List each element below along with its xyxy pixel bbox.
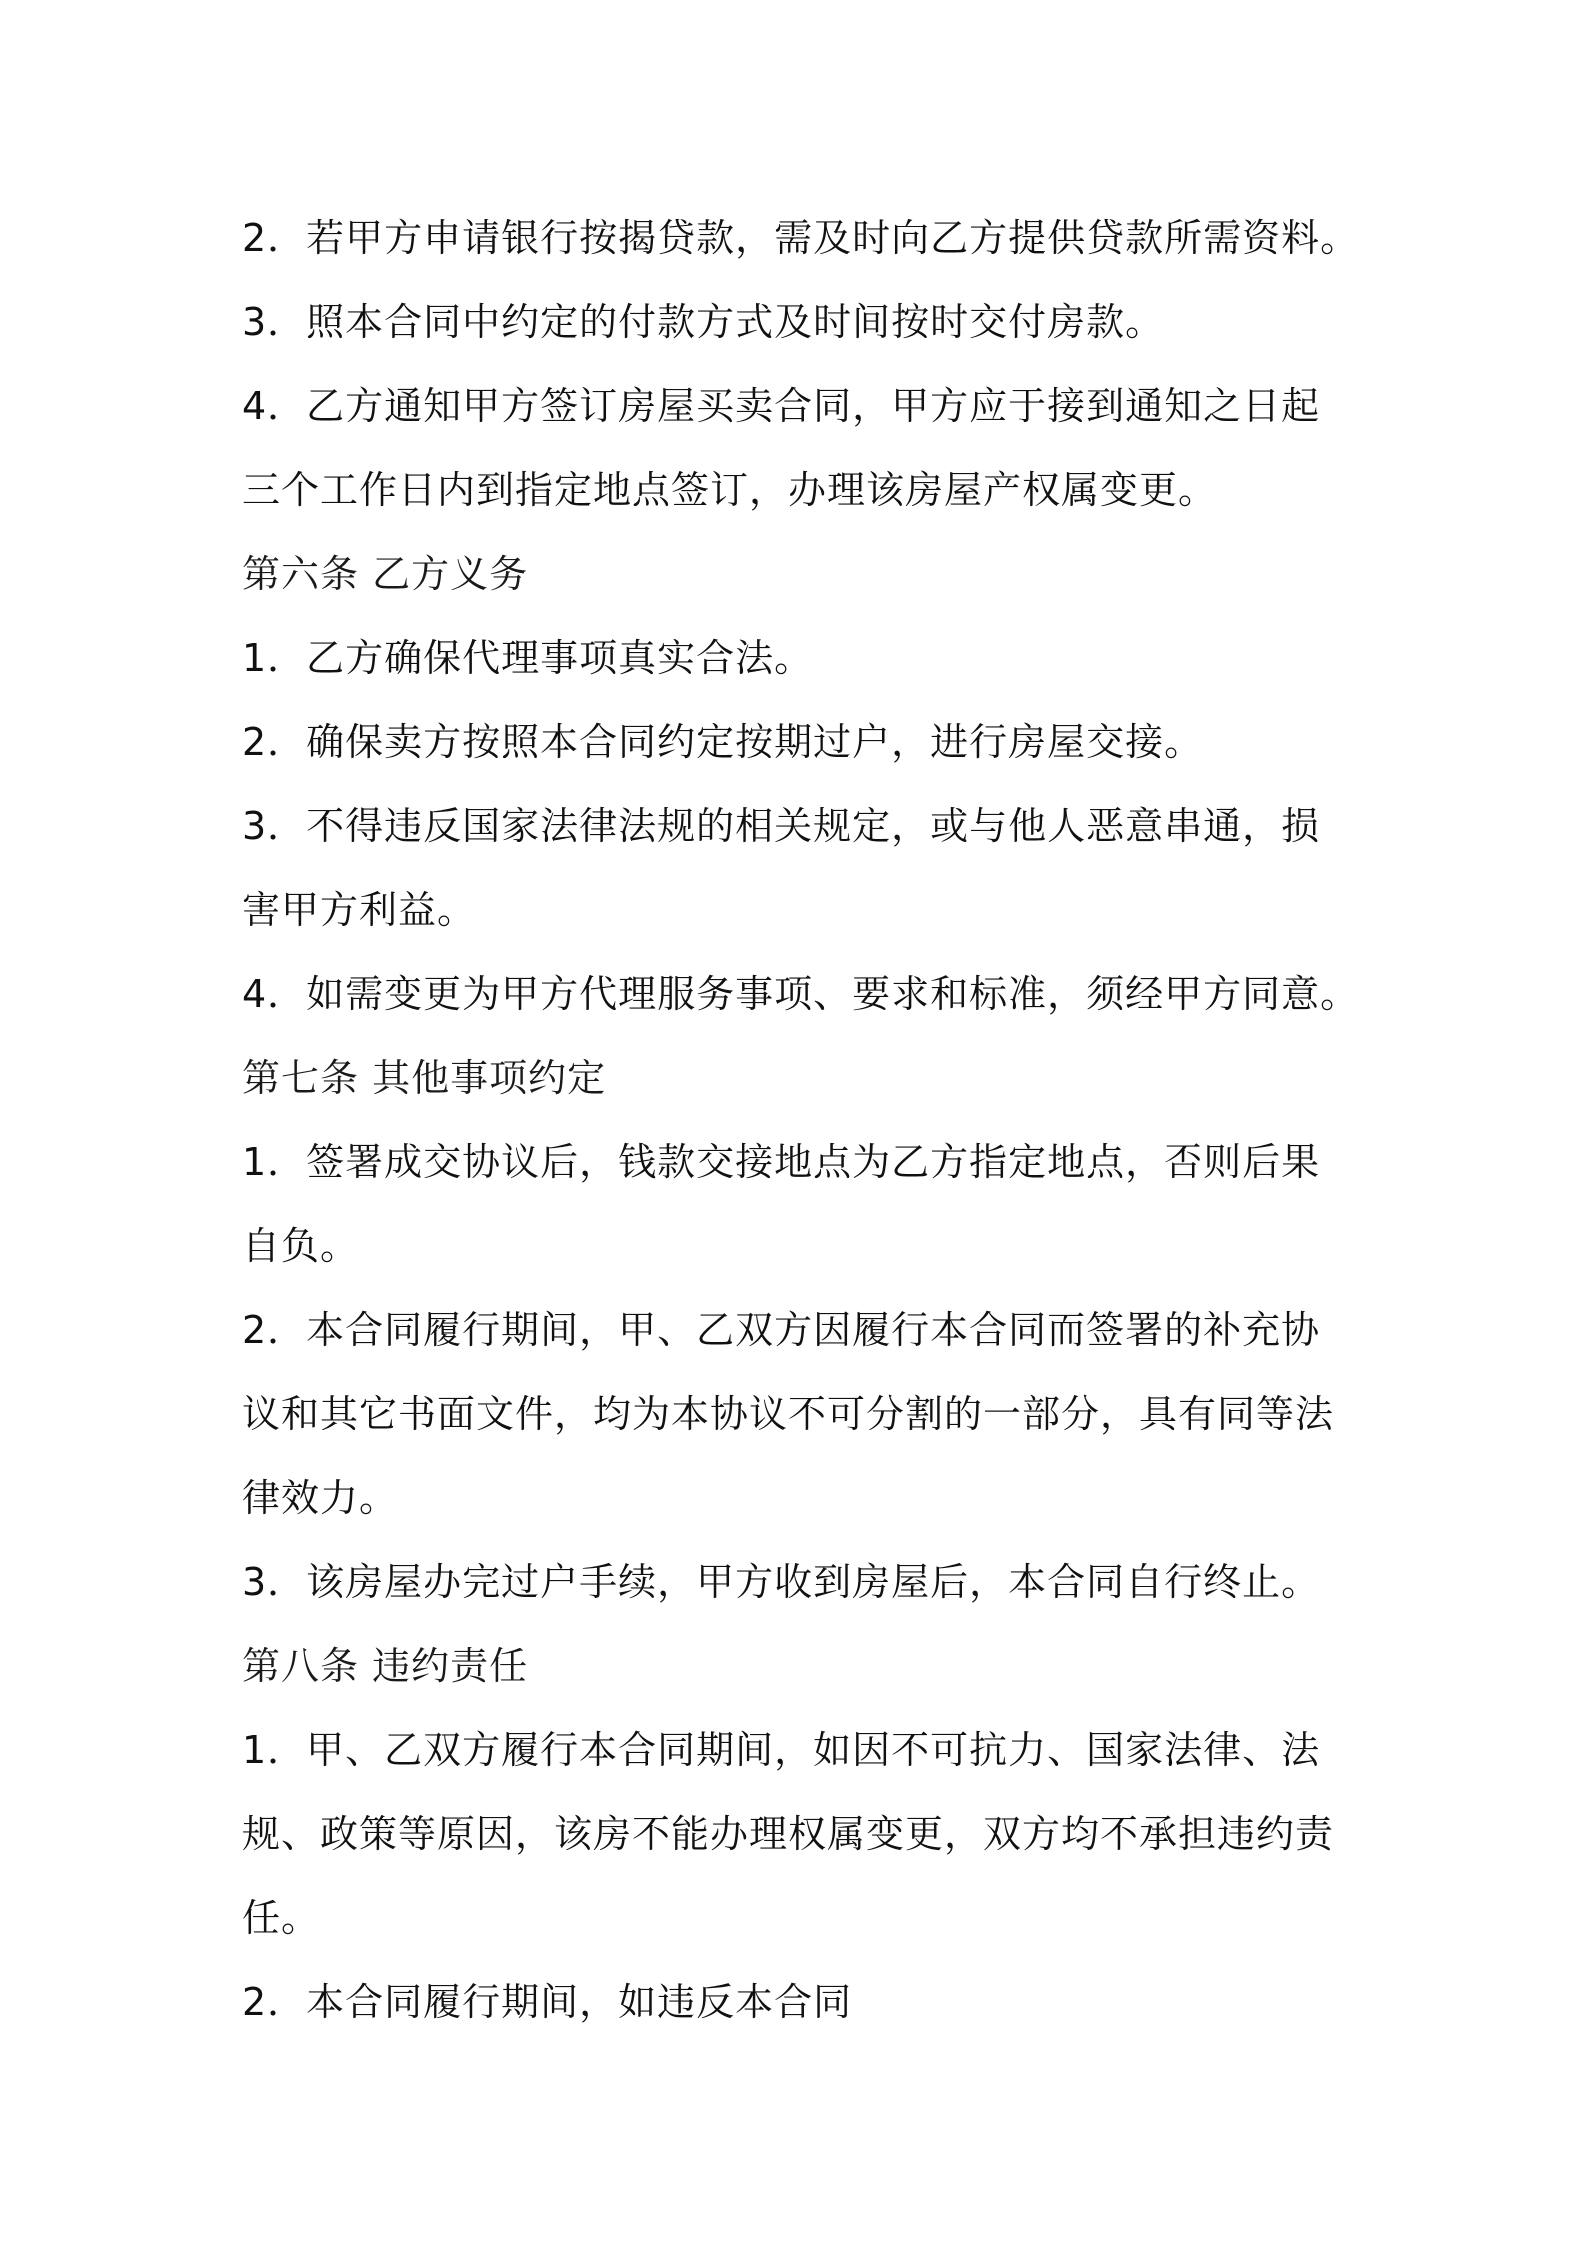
line-9: 4．如需变更为甲方代理服务事项、要求和标准，须经甲方同意。 [242,972,1360,1016]
line-16: 3．该房屋办完过户手续，甲方收到房屋后，本合同自行终止。 [242,1560,1321,1604]
line-3: 三个工作日内到指定地点签订，办理该房屋产权属变更。 [242,468,1218,512]
line-20: 任。 [242,1896,321,1940]
line-6: 2．确保卖方按照本合同约定按期过户，进行房屋交接。 [242,720,1204,764]
line-14: 议和其它书面文件，均为本协议不可分割的一部分，具有同等法 [242,1392,1335,1436]
line-13: 2．本合同履行期间，甲、乙双方因履行本合同而签署的补充协 [242,1308,1321,1352]
line-2: 4．乙方通知甲方签订房屋买卖合同，甲方应于接到通知之日起 [242,384,1321,428]
line-15: 律效力。 [242,1476,399,1520]
line-1: 3．照本合同中约定的付款方式及时间按时交付房款。 [242,300,1165,344]
section-heading-7: 第七条 其他事项约定 [242,1056,607,1100]
line-5: 1．乙方确保代理事项真实合法。 [242,636,814,680]
contract-text [242,196,1402,2044]
line-0: 2．若甲方申请银行按揭贷款，需及时向乙方提供贷款所需资料。 [242,216,1360,260]
line-11: 1．签署成交协议后，钱款交接地点为乙方指定地点，否则后果 [242,1140,1321,1184]
line-19: 规、政策等原因，该房不能办理权属变更，双方均不承担违约责 [242,1812,1335,1856]
line-21: 2．本合同履行期间，如违反本合同 [242,1980,853,2024]
line-8: 害甲方利益。 [242,888,477,932]
line-7: 3．不得违反国家法律法规的相关规定，或与他人恶意串通，损 [242,804,1321,848]
line-18: 1．甲、乙双方履行本合同期间，如因不可抗力、国家法律、法 [242,1728,1321,1772]
section-heading-8: 第八条 违约责任 [242,1644,529,1688]
section-heading-6: 第六条 乙方义务 [242,552,529,596]
line-12: 自负。 [242,1224,360,1268]
